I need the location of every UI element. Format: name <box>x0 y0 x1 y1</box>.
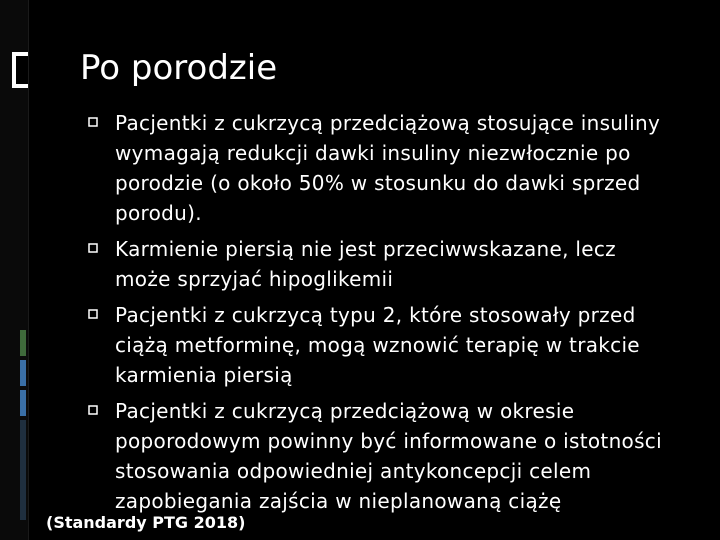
bullet-text: Pacjentki z cukrzycą typu 2, które stosowały przed ciążą metforminę, mogą wznowić terapię w trakcie karmienia piersią <box>115 303 640 387</box>
title-accent-inner <box>16 56 28 84</box>
bullet-text: Pacjentki z cukrzycą przedciążową stosujące insuliny wymagają redukcji dawki insuliny niezwłocznie po porodzie (o około 50% w stosunku do dawki sprzed porodu). <box>115 111 661 225</box>
source-citation: (Standardy PTG 2018) <box>46 513 246 532</box>
bullet-item <box>88 234 678 294</box>
slide-title: Po porodzie <box>80 48 278 88</box>
bullet-text: Karmienie piersią nie jest przeciwwskazane, lecz może sprzyjać hipoglikemii <box>115 237 616 291</box>
title-accent-block <box>12 52 28 88</box>
side-stripe-blue <box>20 360 26 386</box>
bullet-item <box>88 108 678 228</box>
side-stripe-blue <box>20 390 26 416</box>
square-bullet-icon <box>88 405 98 415</box>
side-stripe-dark <box>20 420 26 520</box>
square-bullet-icon <box>88 117 98 127</box>
bullet-list <box>88 108 678 522</box>
square-bullet-icon <box>88 309 98 319</box>
square-bullet-icon <box>88 243 98 253</box>
bullet-item <box>88 300 678 390</box>
side-stripe-green <box>20 330 26 356</box>
bullet-item <box>88 396 678 516</box>
bullet-text: Pacjentki z cukrzycą przedciążową w okresie poporodowym powinny być informowane o istotności stosowania odpowiedniej antykoncepcji celem zapobiegania zajścia w nieplanowaną ciążę <box>115 399 662 513</box>
